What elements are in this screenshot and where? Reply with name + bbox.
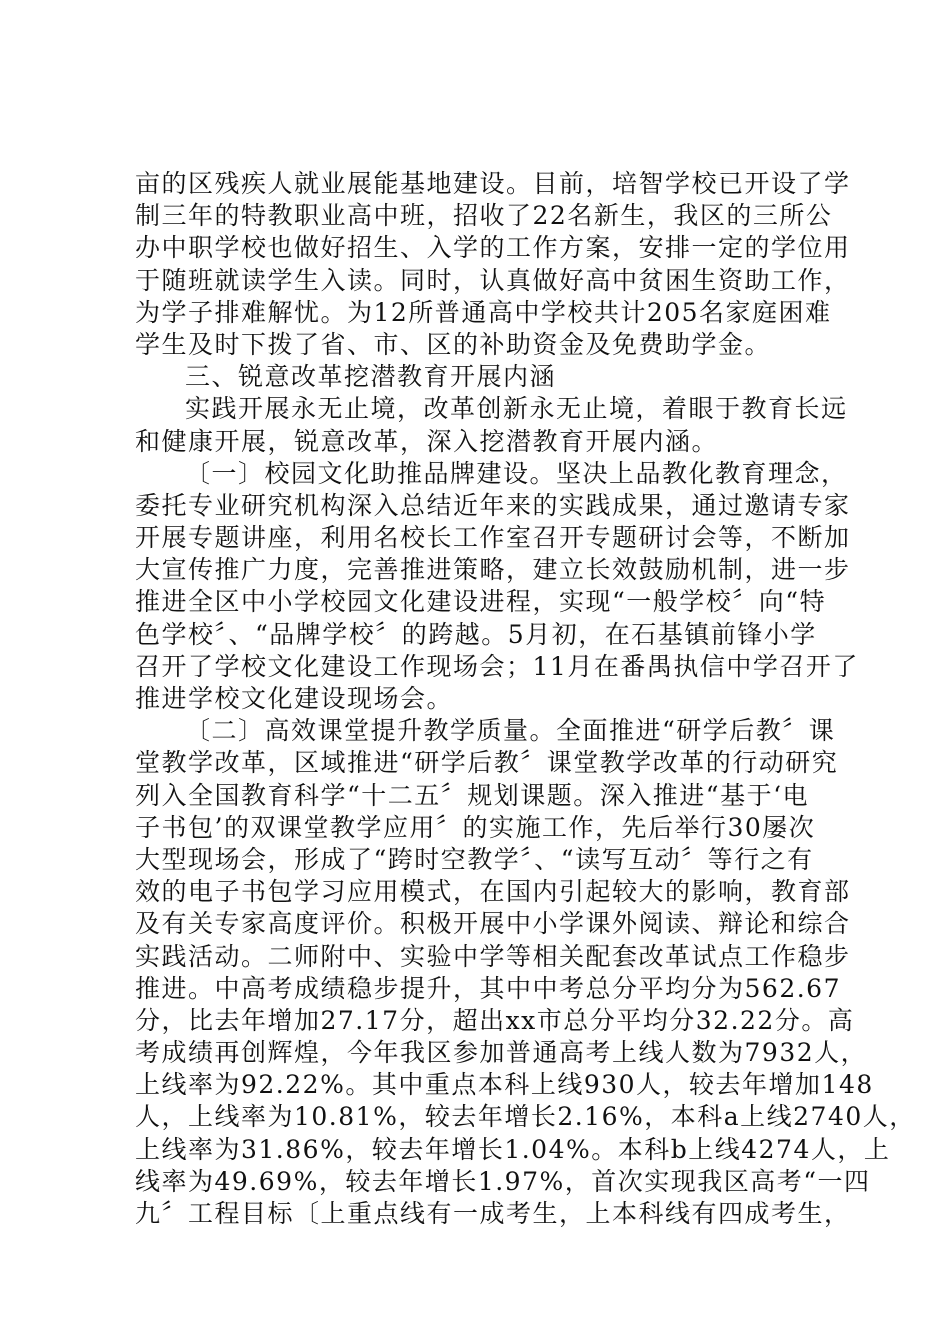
text-line: 及有关专家高度评价。积极开展中小学课外阅读、辩论和综合 xyxy=(135,909,851,939)
body-text xyxy=(135,168,916,1230)
text-line: 制三年的特教职业高中班，招收了22名新生，我区的三所公 xyxy=(135,201,833,231)
text-line: 上线率为92.22%。其中重点本科上线930人，较去年增加148 xyxy=(135,1070,874,1100)
text-line: 子书包’的双课堂教学应用〞的实施工作，先后举行30屡次 xyxy=(135,812,816,842)
text-line: 色学校〞、“品牌学校〞的跨越。5月初，在石基镇前锋小学 xyxy=(135,619,817,649)
text-line: 实践开展永无止境，改革创新永无止境，着眼于教育长远 xyxy=(185,394,848,424)
text-line: 效的电子书包学习应用模式，在国内引起较大的影响，教育部 xyxy=(135,877,851,907)
text-line: 推进。中高考成绩稳步提升，其中中考总分平均分为562.67 xyxy=(135,973,841,1003)
text-line: 九〞工程目标〔上重点线有一成考生，上本科线有四成考生， xyxy=(135,1199,851,1228)
text-line: 亩的区残疾人就业展能基地建设。目前，培智学校已开设了学 xyxy=(135,169,851,198)
text-line: 堂教学改革，区域推进“研学后教〞课堂教学改革的行动研究 xyxy=(135,748,839,778)
text-line: 〔二〕高效课堂提升教学质量。全面推进“研学后教〞课 xyxy=(185,716,836,746)
text-line: 考成绩再创辉煌，今年我区参加普通高考上线人数为7932人， xyxy=(135,1038,868,1068)
text-line: 召开了学校文化建设工作现场会；11月在番禺执信中学召开了 xyxy=(135,651,859,681)
text-line: 上线率为31.86%，较去年增长1.04%。本科b上线4274人，上 xyxy=(135,1134,891,1164)
text-line: 分，比去年增加27.17分，超出xx市总分平均分32.22分。高 xyxy=(135,1005,855,1035)
text-line: 实践活动。二师附中、实验中学等相关配套改革试点工作稳步 xyxy=(135,941,851,971)
text-line: 委托专业研究机构深入总结近年来的实践成果，通过邀请专家 xyxy=(135,490,851,520)
text-line: 三、锐意改革挖潜教育开展内涵 xyxy=(185,362,557,392)
text-line: 推进学校文化建设现场会。 xyxy=(135,684,454,713)
text-line: 大型现场会，形成了“跨时空教学〞、“读写互动〞等行之有 xyxy=(135,844,814,874)
text-line: 于随班就读学生入读。同时，认真做好高中贫困生资助工作， xyxy=(135,265,851,295)
text-line: 办中职学校也做好招生、入学的工作方案，安排一定的学位用 xyxy=(135,233,851,263)
text-line: 列入全国教育科学“十二五〞规划课题。深入推进“基于‘电 xyxy=(135,780,810,810)
text-line: 和健康开展，锐意改革，深入挖潜教育开展内涵。 xyxy=(135,426,719,456)
text-line: 线率为49.69%，较去年增长1.97%，首次实现我区高考“一四 xyxy=(135,1166,871,1196)
text-line: 〔一〕校园文化助推品牌建设。坚决上品教化教育理念， xyxy=(185,458,848,488)
text-line: 推进全区中小学校园文化建设进程，实现“一般学校〞向“特 xyxy=(135,587,827,617)
text-line: 为学子排难解忧。为12所普通高中学校共计205名家庭困难 xyxy=(135,297,832,327)
text-line: 人，上线率为10.81%，较去年增长2.16%，本科a上线2740人， xyxy=(135,1102,916,1132)
text-line: 开展专题讲座，利用名校长工作室召开专题研讨会等，不断加 xyxy=(135,523,851,553)
text-line: 大宣传推广力度，完善推进策略，建立长效鼓励机制，进一步 xyxy=(135,555,851,585)
text-line: 学生及时下拨了省、市、区的补助资金及免费助学金。 xyxy=(135,329,772,359)
